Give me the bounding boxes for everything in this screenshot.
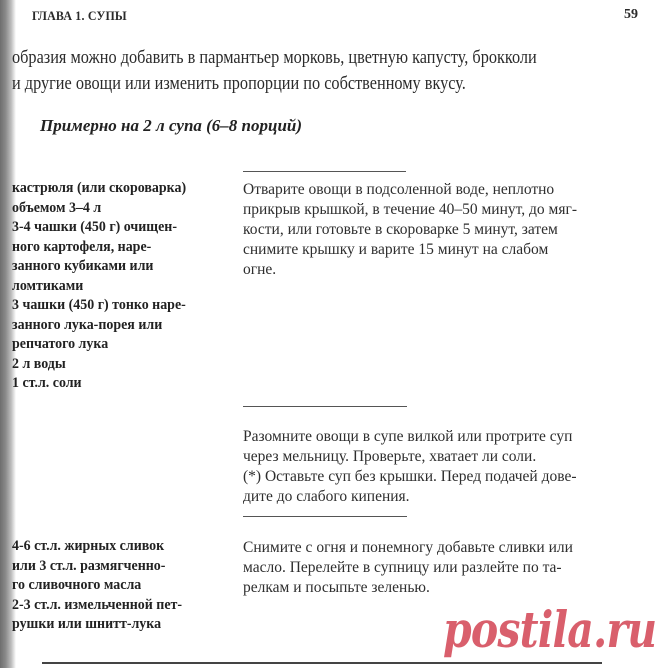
ingredient-list-3 <box>12 537 238 635</box>
recipe-yield: Примерно на 2 л супа (6–8 порций) <box>40 116 303 135</box>
ingredient-item: кастрюля (или скороварка) объемом 3–4 л <box>12 180 187 216</box>
intro-line: и другие овощи или изменить пропорции по собственному вкусу. <box>12 74 466 94</box>
ingredient-item: 4-6 ст.л. жирных сливок или 3 ст.л. размягченно- го сливочного масла <box>12 538 166 593</box>
step-1: Отварите овощи в подсоленной воде, неплотно прикрыв крышкой, в течение 40–50 минут, до мяг- кости, или готовьте в скороварке 5 минут, затем снимите крышку и варите 15 минут на слабом огне. <box>243 181 577 278</box>
ingredient-item: 3 чашки (450 г) тонко наре- занного лука-порея или репчатого лука <box>12 297 186 352</box>
watermark-logo: postila.ru <box>443 600 657 659</box>
ingredient-item: 1 ст.л. соли <box>12 375 82 391</box>
section-divider <box>243 171 406 172</box>
ingredient-list-1 <box>12 179 238 394</box>
running-head: ГЛАВА 1. СУПЫ <box>32 8 127 23</box>
intro-paragraph <box>12 45 575 97</box>
step-3: Снимите с огня и понемногу добавьте сливки или масло. Перелейте в супницу или разлейте по та- релкам и посыпьте зеленью. <box>243 539 573 596</box>
bottom-rule <box>42 662 602 664</box>
ingredient-item: 2-3 ст.л. измельченной пет- рушки или шнитт-лука <box>12 596 183 632</box>
step-2: Разомните овощи в супе вилкой или протрите суп через мельницу. Проверьте, хватает ли соли. (*) Оставьте суп без крышки. Перед подачей дове- дите до слабого кипения. <box>243 428 577 505</box>
ingredient-item: 2 л воды <box>12 355 66 372</box>
section-divider <box>243 406 407 407</box>
section-divider <box>243 516 407 517</box>
ingredient-item: 3-4 чашки (450 г) очищен- ного картофеля, наре- занного кубиками или ломтиками <box>12 219 177 294</box>
page-number: 59 <box>624 7 638 22</box>
intro-line: образия можно добавить в пармантьер морковь, цветную капусту, брокколи <box>12 48 537 68</box>
